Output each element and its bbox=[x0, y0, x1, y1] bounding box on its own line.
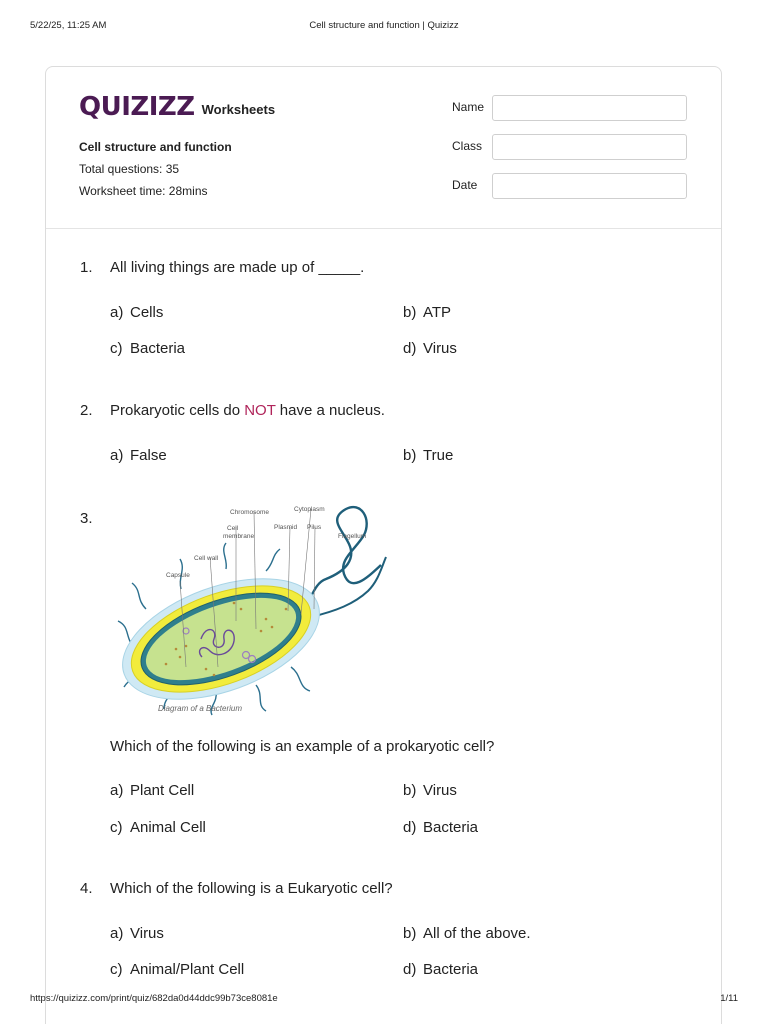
question-text: All living things are made up of _____. bbox=[110, 259, 365, 276]
option-1a[interactable] bbox=[110, 304, 163, 321]
label-flagellum: Flagellum bbox=[338, 533, 367, 540]
flagellum-tail bbox=[311, 557, 386, 617]
print-url[interactable]: https://quizizz.com/print/quiz/682da0d44ddc99b73ce8081e bbox=[30, 993, 278, 1004]
option-4c[interactable] bbox=[110, 961, 244, 978]
option-4d[interactable] bbox=[403, 961, 478, 978]
option-text: Animal/Plant Cell bbox=[130, 961, 245, 978]
option-letter: d) bbox=[403, 819, 417, 836]
option-text: True bbox=[423, 447, 454, 464]
print-page-number: 1/11 bbox=[720, 993, 738, 1004]
option-text: False bbox=[130, 447, 167, 464]
option-text: Plant Cell bbox=[130, 782, 195, 799]
option-3b[interactable] bbox=[403, 782, 457, 799]
option-3a[interactable] bbox=[110, 782, 194, 799]
option-letter: d) bbox=[403, 961, 417, 978]
option-text: Bacteria bbox=[423, 819, 479, 836]
question-number: 1. bbox=[80, 259, 93, 276]
quizizz-logo bbox=[79, 91, 275, 123]
option-letter: a) bbox=[110, 782, 124, 799]
question-emphasis: NOT bbox=[244, 402, 276, 419]
option-3d[interactable] bbox=[403, 819, 478, 836]
option-letter: b) bbox=[403, 782, 417, 799]
name-label: Name bbox=[452, 100, 485, 114]
logo-section-label: Worksheets bbox=[201, 101, 276, 117]
option-letter: d) bbox=[403, 340, 417, 357]
print-page-title: Cell structure and function | Quizizz bbox=[309, 20, 459, 31]
option-text: Virus bbox=[130, 925, 164, 942]
option-2b[interactable] bbox=[403, 447, 453, 464]
option-4a[interactable] bbox=[110, 925, 164, 942]
option-letter: c) bbox=[110, 340, 123, 357]
option-1b[interactable] bbox=[403, 304, 451, 321]
option-text: All of the above. bbox=[423, 925, 531, 942]
label-cytoplasm: Cytoplasm bbox=[294, 506, 325, 513]
diagram-caption: Diagram of a Bacterium bbox=[158, 704, 243, 713]
option-4b[interactable] bbox=[403, 925, 531, 942]
option-letter: a) bbox=[110, 447, 124, 464]
question-text-end: have a nucleus. bbox=[275, 402, 385, 419]
print-footer bbox=[30, 993, 738, 1007]
option-letter: b) bbox=[403, 925, 417, 942]
question-number: 2. bbox=[80, 402, 93, 419]
option-text: Bacteria bbox=[423, 961, 479, 978]
label-capsule: Capsule bbox=[166, 572, 190, 579]
option-letter: c) bbox=[110, 819, 123, 836]
label-membrane: membrane bbox=[223, 533, 255, 540]
question-2 bbox=[80, 402, 385, 419]
option-letter: b) bbox=[403, 447, 417, 464]
option-1c[interactable] bbox=[110, 340, 185, 357]
date-field[interactable] bbox=[492, 173, 687, 199]
option-text: ATP bbox=[423, 304, 452, 321]
name-field[interactable] bbox=[492, 95, 687, 121]
question-number: 4. bbox=[80, 880, 93, 897]
option-text: Animal Cell bbox=[130, 819, 206, 836]
option-text: Cells bbox=[130, 304, 164, 321]
label-plasmid: Plasmid bbox=[274, 524, 298, 531]
worksheet-time: Worksheet time: 28mins bbox=[79, 184, 208, 198]
class-label: Class bbox=[452, 139, 483, 153]
print-datetime: 5/22/25, 11:25 AM bbox=[30, 20, 107, 31]
option-3c[interactable] bbox=[110, 819, 206, 836]
label-chromosome: Chromosome bbox=[230, 509, 270, 516]
question-number: 3. bbox=[80, 510, 93, 527]
bacterium-diagram bbox=[106, 499, 396, 717]
date-label: Date bbox=[452, 178, 478, 192]
label-pilus: Pilus bbox=[307, 524, 322, 531]
question-text: Which of the following is a Eukaryotic cell? bbox=[110, 880, 393, 897]
class-field[interactable] bbox=[492, 134, 687, 160]
question-text-start: Prokaryotic cells do bbox=[110, 402, 245, 419]
question-1 bbox=[80, 259, 364, 276]
question-3-text: Which of the following is an example of a prokaryotic cell? bbox=[110, 738, 495, 755]
worksheet-sheet bbox=[45, 66, 722, 1024]
option-text: Bacteria bbox=[130, 340, 186, 357]
worksheet-title: Cell structure and function bbox=[79, 140, 232, 154]
label-cell: Cell bbox=[227, 525, 239, 532]
option-2a[interactable] bbox=[110, 447, 167, 464]
option-letter: c) bbox=[110, 961, 123, 978]
option-letter: a) bbox=[110, 304, 124, 321]
option-letter: a) bbox=[110, 925, 124, 942]
label-cell-wall: Cell wall bbox=[194, 555, 219, 562]
option-letter: b) bbox=[403, 304, 417, 321]
option-text: Virus bbox=[423, 340, 457, 357]
question-4 bbox=[80, 880, 393, 897]
logo-wordmark: QUIZIZZ bbox=[79, 92, 195, 122]
print-header bbox=[30, 20, 738, 34]
option-text: Virus bbox=[423, 782, 457, 799]
total-questions: Total questions: 35 bbox=[79, 162, 180, 176]
worksheet-header bbox=[46, 67, 721, 229]
option-1d[interactable] bbox=[403, 340, 457, 357]
